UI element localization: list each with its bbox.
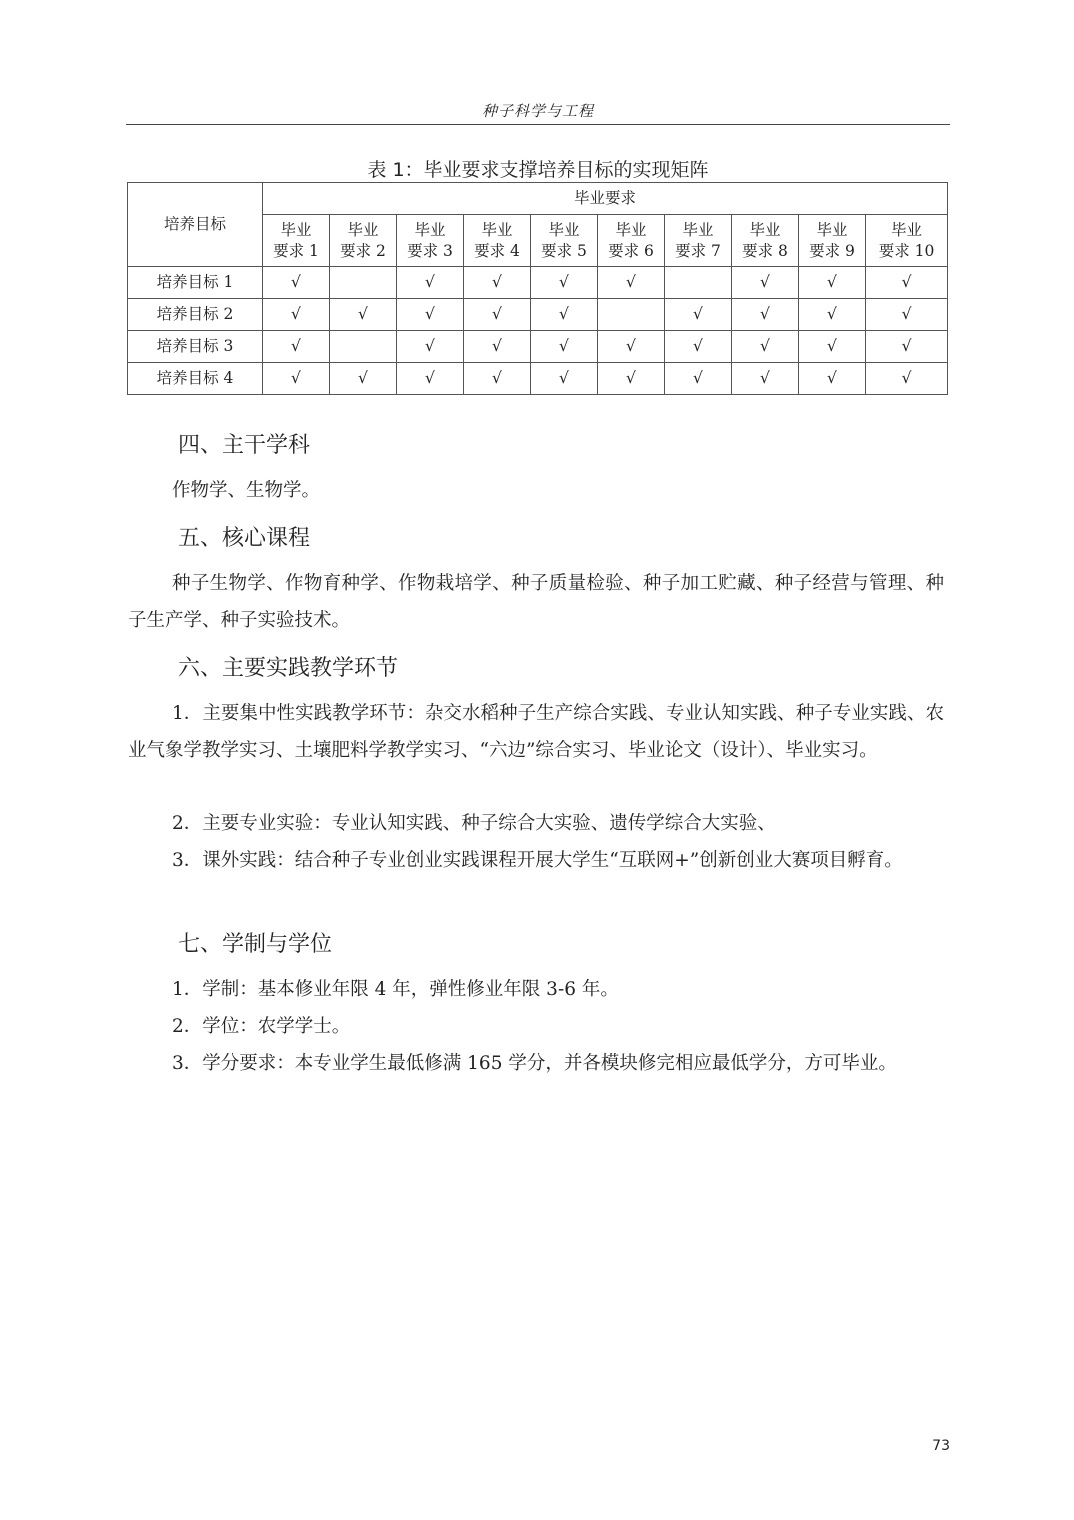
row-label: 培养目标 2 (128, 299, 263, 331)
table-cell: √ (866, 331, 948, 363)
column-header-line: 毕业 (548, 220, 580, 239)
column-header-line: 要求 7 (675, 241, 721, 260)
table-cell: √ (330, 299, 397, 331)
table-cell: √ (732, 331, 799, 363)
column-header-line: 要求 2 (340, 241, 386, 260)
paragraph-duration: 1．学制：基本修业年限 4 年，弹性修业年限 3-6 年。 (172, 979, 619, 1000)
column-header (531, 215, 598, 267)
table-cell (598, 299, 665, 331)
table-cell: √ (799, 299, 866, 331)
table-cell: √ (665, 363, 732, 395)
group-header: 毕业要求 (263, 183, 948, 215)
row-label: 培养目标 4 (128, 363, 263, 395)
section-title-practice: 六、主要实践教学环节 (178, 656, 399, 681)
table-caption: 表 1：毕业要求支撑培养目标的实现矩阵 (367, 159, 709, 181)
paragraph-main-disciplines: 作物学、生物学。 (172, 480, 321, 501)
table-cell: √ (263, 267, 330, 299)
table-cell: √ (799, 267, 866, 299)
table-row (128, 331, 948, 363)
table-cell: √ (464, 299, 531, 331)
table-cell: √ (665, 331, 732, 363)
column-header (732, 215, 799, 267)
table-cell: √ (263, 363, 330, 395)
column-header (866, 215, 948, 267)
column-header-line: 要求 4 (474, 241, 520, 260)
table-cell: √ (732, 363, 799, 395)
table-cell: √ (866, 267, 948, 299)
table-cell: √ (598, 363, 665, 395)
table-cell: √ (397, 331, 464, 363)
table-cell: √ (531, 363, 598, 395)
table-cell: √ (799, 331, 866, 363)
table-cell: √ (732, 299, 799, 331)
table-cell: √ (866, 299, 948, 331)
row-label: 培养目标 3 (128, 331, 263, 363)
table-cell: √ (799, 363, 866, 395)
column-header (397, 215, 464, 267)
column-header-line: 毕业 (481, 220, 513, 239)
table-cell: √ (397, 267, 464, 299)
column-header-line: 要求 10 (878, 241, 935, 260)
column-header (598, 215, 665, 267)
header-rule (126, 124, 950, 125)
page-number: 73 (932, 1438, 950, 1454)
section-title-duration-degree: 七、学制与学位 (178, 932, 333, 957)
paragraph-degree: 2．学位：农学学士。 (172, 1016, 351, 1037)
table-cell (330, 267, 397, 299)
column-header-line: 毕业 (615, 220, 647, 239)
paragraph-practice-3: 3．课外实践：结合种子专业创业实践课程开展大学生“互联网+”创新创业大赛项目孵育。 (172, 850, 903, 871)
table-cell: √ (531, 331, 598, 363)
column-header (263, 215, 330, 267)
table-cell: √ (598, 331, 665, 363)
column-header-line: 毕业 (414, 220, 446, 239)
column-header-line: 毕业 (280, 220, 312, 239)
column-header (665, 215, 732, 267)
column-header-line: 毕业 (816, 220, 848, 239)
table-cell: √ (263, 299, 330, 331)
table-cell: √ (464, 267, 531, 299)
table-cell: √ (598, 267, 665, 299)
column-header-line: 要求 1 (273, 241, 319, 260)
table-cell: √ (397, 299, 464, 331)
table-cell: √ (330, 363, 397, 395)
table-row (128, 299, 948, 331)
table-cell: √ (665, 299, 732, 331)
table-cell: √ (464, 363, 531, 395)
row-label: 培养目标 1 (128, 267, 263, 299)
column-header (799, 215, 866, 267)
column-header-line: 要求 5 (541, 241, 587, 260)
table-cell: √ (464, 331, 531, 363)
requirements-matrix-table (127, 182, 948, 395)
column-header-line: 毕业 (749, 220, 781, 239)
table-cell: √ (263, 331, 330, 363)
table-cell: √ (397, 363, 464, 395)
paragraph-credits: 3．学分要求：本专业学生最低修满 165 学分，并各模块修完相应最低学分，方可毕业。 (172, 1053, 897, 1074)
column-header-line: 毕业 (682, 220, 714, 239)
column-header-line: 毕业 (347, 220, 379, 239)
column-header-line: 要求 8 (742, 241, 788, 260)
table-cell: √ (732, 267, 799, 299)
column-header-line: 毕业 (891, 220, 923, 239)
running-header: 种子科学与工程 (481, 102, 594, 120)
column-header (330, 215, 397, 267)
column-header-line: 要求 6 (608, 241, 654, 260)
corner-header: 培养目标 (128, 183, 263, 267)
paragraph-core-courses: 种子生物学、作物育种学、作物栽培学、种子质量检验、种子加工贮藏、种子经营与管理、种子生产学、种子实验技术。 (128, 573, 944, 631)
table-row (128, 363, 948, 395)
column-header-line: 要求 3 (407, 241, 453, 260)
section-title-core-courses: 五、核心课程 (178, 526, 311, 551)
paragraph-practice-2: 2．主要专业实验：专业认知实践、种子综合大实验、遗传学综合大实验、 (172, 813, 776, 834)
table-row (128, 267, 948, 299)
table-cell (665, 267, 732, 299)
table-cell: √ (866, 363, 948, 395)
table-cell: √ (531, 299, 598, 331)
column-header-line: 要求 9 (809, 241, 855, 260)
table-cell (330, 331, 397, 363)
column-header (464, 215, 531, 267)
section-title-main-disciplines: 四、主干学科 (178, 433, 311, 458)
paragraph-practice-1: 1．主要集中性实践教学环节：杂交水稻种子生产综合实践、专业认知实践、种子专业实践、农业气象学教学实习、土壤肥料学教学实习、“六边”综合实习、毕业论文（设计）、毕业实习。 (128, 703, 944, 761)
table-cell: √ (531, 267, 598, 299)
